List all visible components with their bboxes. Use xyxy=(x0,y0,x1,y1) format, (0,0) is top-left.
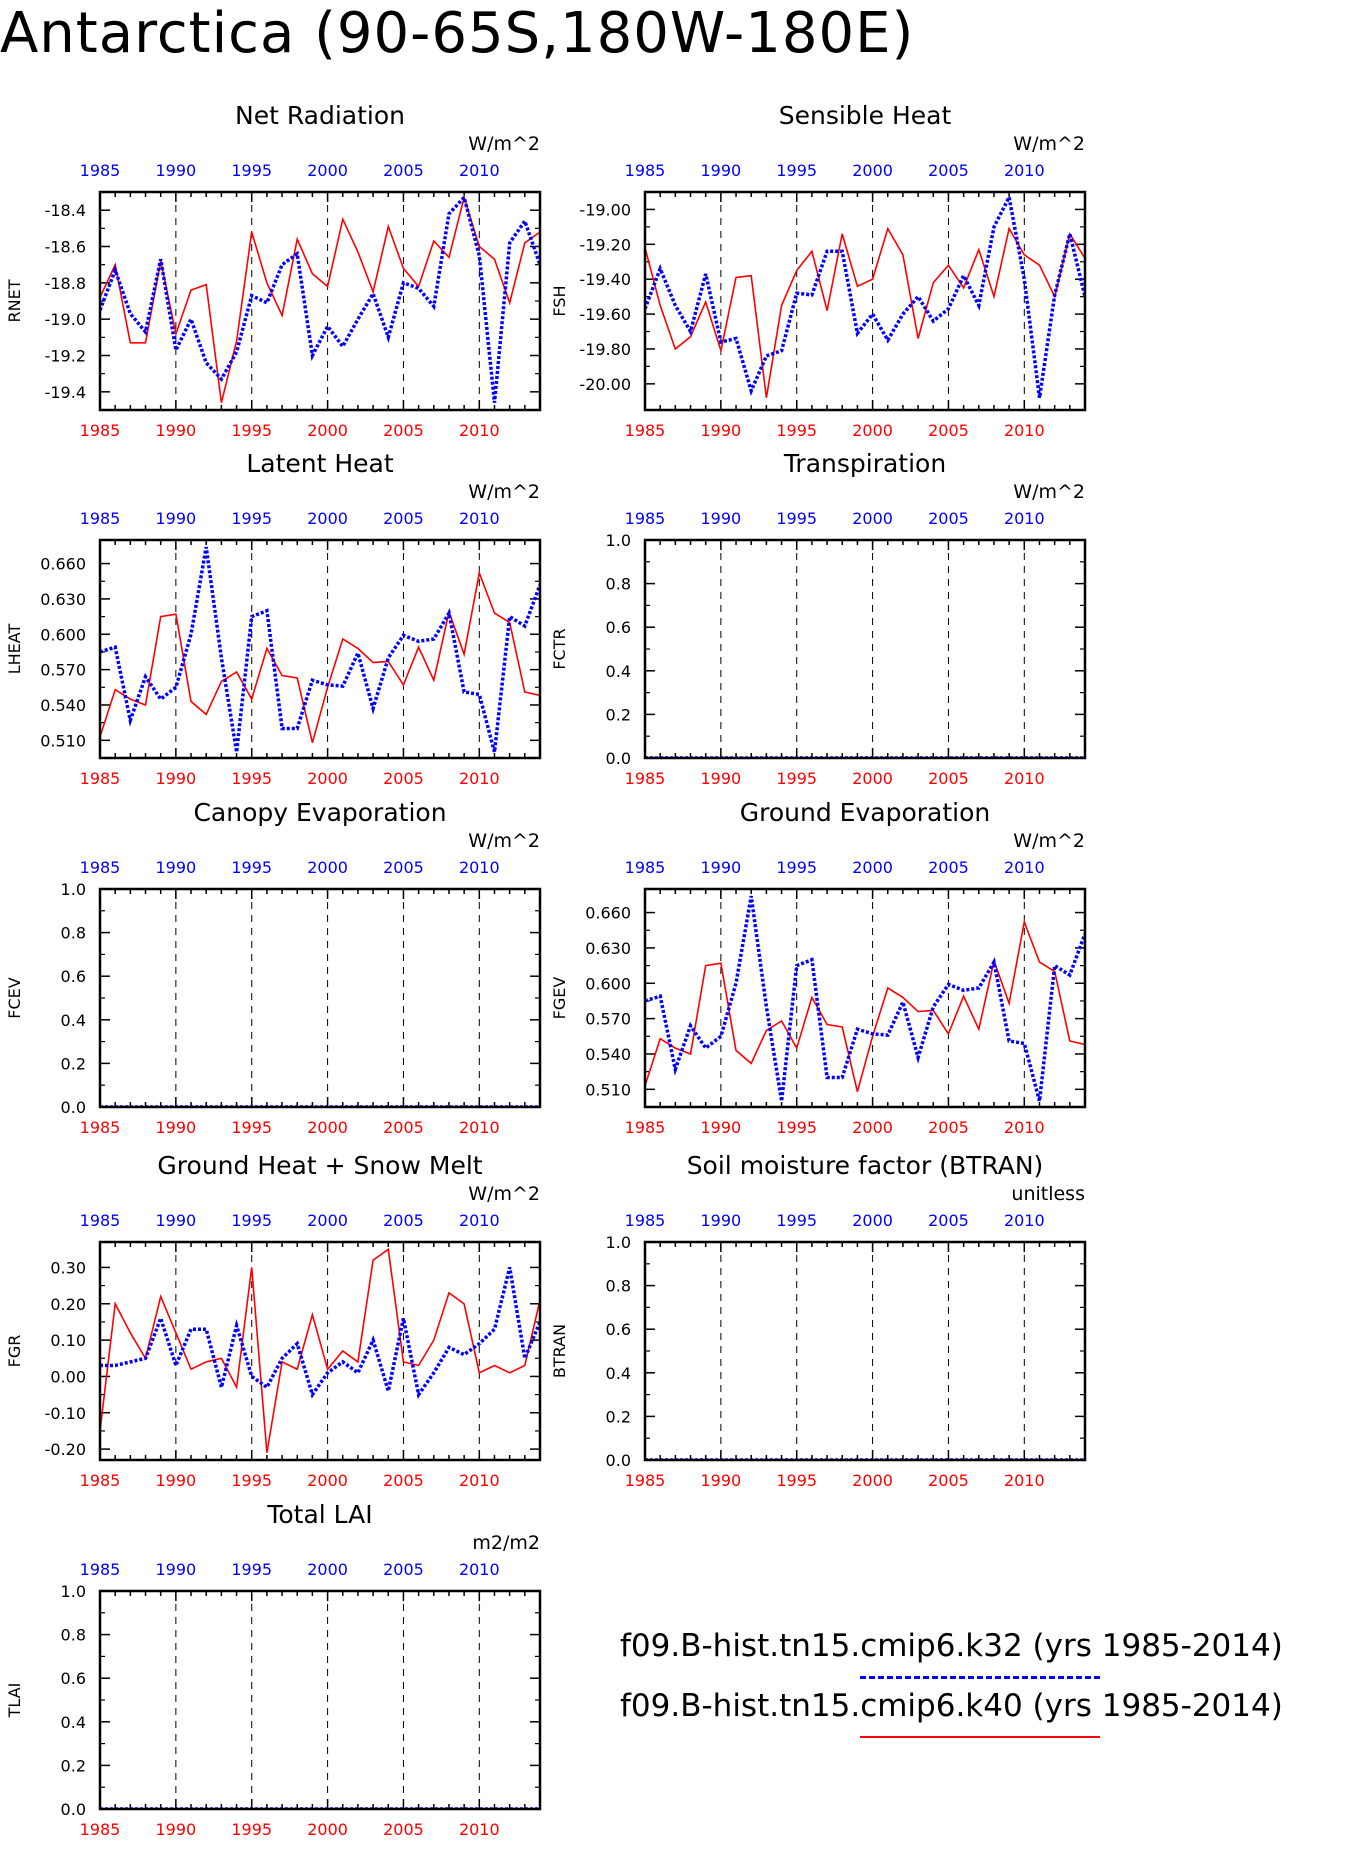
x-tick-label-top: 2005 xyxy=(928,161,969,180)
y-tick-label: 0.660 xyxy=(585,903,631,923)
y-tick-label: 0.2 xyxy=(60,1054,86,1074)
chart-panel-fsh xyxy=(550,101,1085,440)
x-tick-label-top: 2010 xyxy=(458,1560,500,1579)
x-tick-label-top: 1995 xyxy=(231,509,273,528)
x-tick-label-bottom: 1995 xyxy=(776,769,818,788)
x-tick-label-bottom: 2000 xyxy=(307,1471,348,1490)
x-tick-label-top: 2000 xyxy=(852,858,893,877)
y-tick-label: 0.8 xyxy=(60,923,86,943)
x-tick-label-bottom: 1985 xyxy=(79,769,121,788)
y-tick-label: 0.6 xyxy=(60,967,86,987)
x-tick-label-top: 1990 xyxy=(155,1211,197,1230)
y-axis-label: BTRAN xyxy=(550,1323,569,1379)
x-tick-label-bottom: 1990 xyxy=(155,1118,197,1137)
x-tick-label-bottom: 1990 xyxy=(155,1820,197,1839)
x-tick-label-bottom: 2000 xyxy=(307,769,348,788)
x-tick-label-bottom: 1995 xyxy=(776,1471,818,1490)
x-tick-label-top: 2005 xyxy=(383,858,424,877)
panel-units: W/m^2 xyxy=(468,830,540,852)
x-tick-label-bottom: 1985 xyxy=(79,1820,121,1839)
y-tick-label: 0.4 xyxy=(605,661,631,681)
x-tick-label-bottom: 2010 xyxy=(1003,1471,1045,1490)
y-tick-label: -19.80 xyxy=(579,339,631,359)
y-tick-label: 1.0 xyxy=(60,1582,86,1601)
x-tick-label-bottom: 1995 xyxy=(231,1820,273,1839)
panel-title: Total LAI xyxy=(267,1500,373,1529)
y-tick-label: -19.20 xyxy=(579,235,631,255)
x-tick-label-bottom: 1990 xyxy=(155,769,197,788)
y-tick-label: 0.510 xyxy=(585,1080,631,1100)
y-tick-label: 0.0 xyxy=(605,749,631,768)
x-tick-label-top: 2005 xyxy=(383,509,424,528)
legend xyxy=(620,1620,1365,1760)
panel-units: unitless xyxy=(1011,1183,1085,1205)
x-tick-label-top: 1990 xyxy=(155,509,197,528)
x-tick-label-top: 1995 xyxy=(231,161,273,180)
y-tick-label: -20.00 xyxy=(579,374,631,394)
x-tick-label-bottom: 2000 xyxy=(307,421,348,440)
x-tick-label-top: 2005 xyxy=(928,509,969,528)
x-tick-label-bottom: 2010 xyxy=(458,421,500,440)
series-line-k32 xyxy=(100,547,540,752)
chart-panel-tlai xyxy=(5,1500,540,1839)
panel-title: Ground Evaporation xyxy=(739,798,991,827)
x-tick-label-top: 1995 xyxy=(231,1211,273,1230)
x-tick-label-bottom: 1985 xyxy=(79,421,121,440)
series-line-k40 xyxy=(645,922,1085,1092)
series-line-k40 xyxy=(100,197,540,402)
chart-panel-lheat xyxy=(5,449,540,788)
chart-panel-fcev xyxy=(5,798,540,1137)
plot-frame xyxy=(645,192,1085,410)
x-tick-label-bottom: 2000 xyxy=(307,1820,348,1839)
chart-panel-fctr xyxy=(550,449,1085,788)
y-tick-label: 0.2 xyxy=(60,1756,86,1776)
x-tick-label-top: 1995 xyxy=(776,509,818,528)
y-tick-label: 0.0 xyxy=(60,1800,86,1819)
x-tick-label-top: 2005 xyxy=(383,1211,424,1230)
chart-panel-rnet xyxy=(5,101,540,440)
x-tick-label-top: 1985 xyxy=(79,1211,121,1230)
panel-title: Canopy Evaporation xyxy=(193,798,447,827)
y-tick-label: 0.2 xyxy=(605,705,631,725)
y-tick-label: -19.40 xyxy=(579,270,631,290)
legend-label-k40: f09.B-hist.tn15.cmip6.k40 (yrs 1985-2014) xyxy=(620,1688,1283,1724)
x-tick-label-bottom: 2010 xyxy=(458,1471,500,1490)
y-tick-label: -19.4 xyxy=(44,382,86,402)
chart-panel-fgev xyxy=(550,798,1085,1137)
x-tick-label-top: 2000 xyxy=(307,1211,348,1230)
chart-panel-fgr xyxy=(5,1151,540,1490)
x-tick-label-top: 1995 xyxy=(231,858,273,877)
x-tick-label-top: 1995 xyxy=(776,858,818,877)
x-tick-label-bottom: 2000 xyxy=(852,1471,893,1490)
panel-units: W/m^2 xyxy=(468,481,540,503)
x-tick-label-top: 2005 xyxy=(383,161,424,180)
x-tick-label-top: 1990 xyxy=(700,161,742,180)
panel-units: W/m^2 xyxy=(1013,481,1085,503)
y-axis-label: FSH xyxy=(550,285,569,317)
plot-frame xyxy=(100,540,540,758)
y-tick-label: 0.4 xyxy=(60,1010,86,1030)
panel-title: Soil moisture factor (BTRAN) xyxy=(686,1151,1044,1180)
x-tick-label-top: 2000 xyxy=(852,509,893,528)
y-tick-label: 1.0 xyxy=(60,880,86,899)
y-tick-label: 0.660 xyxy=(40,554,86,574)
y-tick-label: 0.2 xyxy=(605,1407,631,1427)
x-tick-label-bottom: 1995 xyxy=(776,1118,818,1137)
x-tick-label-top: 1985 xyxy=(624,509,666,528)
legend-label-k32: f09.B-hist.tn15.cmip6.k32 (yrs 1985-2014) xyxy=(620,1628,1283,1664)
x-tick-label-bottom: 2005 xyxy=(928,1118,969,1137)
chart-panel-btran xyxy=(550,1151,1085,1490)
x-tick-label-top: 1985 xyxy=(624,161,666,180)
x-tick-label-bottom: 2000 xyxy=(852,421,893,440)
y-tick-label: 1.0 xyxy=(605,531,631,550)
x-tick-label-top: 1985 xyxy=(624,1211,666,1230)
x-tick-label-top: 1985 xyxy=(79,858,121,877)
y-tick-label: 0.570 xyxy=(585,1009,631,1029)
panel-units: W/m^2 xyxy=(468,133,540,155)
x-tick-label-top: 2010 xyxy=(458,161,500,180)
x-tick-label-bottom: 2005 xyxy=(928,769,969,788)
x-tick-label-bottom: 1995 xyxy=(231,1118,273,1137)
series-line-k40 xyxy=(100,573,540,743)
y-axis-label: LHEAT xyxy=(5,623,24,675)
x-tick-label-bottom: 1985 xyxy=(79,1471,121,1490)
x-tick-label-bottom: 2010 xyxy=(1003,1118,1045,1137)
x-tick-label-bottom: 1985 xyxy=(624,421,666,440)
panel-units: m2/m2 xyxy=(472,1532,540,1554)
y-axis-label: RNET xyxy=(5,279,24,323)
y-tick-label: 1.0 xyxy=(605,1233,631,1252)
panel-title: Latent Heat xyxy=(246,449,394,478)
x-tick-label-bottom: 1990 xyxy=(700,769,742,788)
x-tick-label-top: 1995 xyxy=(231,1560,273,1579)
x-tick-label-bottom: 2005 xyxy=(383,421,424,440)
y-tick-label: 0.6 xyxy=(605,618,631,638)
x-tick-label-bottom: 2000 xyxy=(852,1118,893,1137)
x-tick-label-bottom: 1985 xyxy=(624,1471,666,1490)
y-tick-label: 0.630 xyxy=(40,589,86,609)
y-tick-label: 0.4 xyxy=(60,1712,86,1732)
y-tick-label: -18.6 xyxy=(44,237,86,257)
x-tick-label-top: 1990 xyxy=(700,1211,742,1230)
x-tick-label-top: 2005 xyxy=(383,1560,424,1579)
y-axis-label: FGR xyxy=(5,1334,24,1368)
x-tick-label-top: 2000 xyxy=(307,1560,348,1579)
y-tick-label: 0.30 xyxy=(50,1258,86,1278)
y-tick-label: 0.0 xyxy=(605,1451,631,1470)
x-tick-label-bottom: 1990 xyxy=(700,1118,742,1137)
y-tick-label: 0.8 xyxy=(605,574,631,594)
plot-frame xyxy=(100,1591,540,1809)
y-tick-label: 0.540 xyxy=(585,1044,631,1064)
x-tick-label-top: 2000 xyxy=(307,858,348,877)
y-tick-label: 0.4 xyxy=(605,1363,631,1383)
x-tick-label-top: 2000 xyxy=(307,509,348,528)
x-tick-label-bottom: 2010 xyxy=(458,1118,500,1137)
x-tick-label-bottom: 1985 xyxy=(624,1118,666,1137)
x-tick-label-top: 2000 xyxy=(852,161,893,180)
x-tick-label-bottom: 2010 xyxy=(1003,769,1045,788)
x-tick-label-top: 2010 xyxy=(1003,1211,1045,1230)
y-tick-label: 0.8 xyxy=(60,1625,86,1645)
series-line-k32 xyxy=(645,896,1085,1101)
y-tick-label: 0.570 xyxy=(40,660,86,680)
y-axis-label: FCEV xyxy=(5,977,24,1019)
y-tick-label: 0.510 xyxy=(40,731,86,751)
x-tick-label-bottom: 1990 xyxy=(155,421,197,440)
x-tick-label-bottom: 1990 xyxy=(700,1471,742,1490)
y-tick-label: -19.2 xyxy=(44,346,86,366)
panel-title: Net Radiation xyxy=(235,101,405,130)
x-tick-label-bottom: 2005 xyxy=(928,1471,969,1490)
panel-units: W/m^2 xyxy=(1013,830,1085,852)
x-tick-label-bottom: 1995 xyxy=(231,1471,273,1490)
x-tick-label-bottom: 2005 xyxy=(928,421,969,440)
x-tick-label-bottom: 1995 xyxy=(776,421,818,440)
panel-units: W/m^2 xyxy=(1013,133,1085,155)
x-tick-label-bottom: 2010 xyxy=(458,1820,500,1839)
series-line-k32 xyxy=(645,197,1085,398)
y-tick-label: 0.630 xyxy=(585,938,631,958)
y-tick-label: 0.00 xyxy=(50,1367,86,1387)
y-tick-label: 0.6 xyxy=(605,1320,631,1340)
y-tick-label: 0.20 xyxy=(50,1294,86,1314)
y-tick-label: 0.600 xyxy=(40,625,86,645)
y-tick-label: 0.6 xyxy=(60,1669,86,1689)
x-tick-label-top: 1995 xyxy=(776,1211,818,1230)
panel-units: W/m^2 xyxy=(468,1183,540,1205)
y-axis-label: FGEV xyxy=(550,976,569,1020)
plot-frame xyxy=(645,540,1085,758)
x-tick-label-bottom: 2005 xyxy=(383,1118,424,1137)
x-tick-label-top: 2010 xyxy=(1003,509,1045,528)
x-tick-label-bottom: 1990 xyxy=(155,1471,197,1490)
x-tick-label-top: 1995 xyxy=(776,161,818,180)
x-tick-label-top: 2010 xyxy=(1003,161,1045,180)
x-tick-label-bottom: 2005 xyxy=(383,1471,424,1490)
x-tick-label-bottom: 2010 xyxy=(458,769,500,788)
y-tick-label: 0.540 xyxy=(40,695,86,715)
y-tick-label: -18.8 xyxy=(44,273,86,293)
y-tick-label: 0.0 xyxy=(60,1098,86,1117)
x-tick-label-top: 2005 xyxy=(928,858,969,877)
x-tick-label-top: 1985 xyxy=(624,858,666,877)
x-tick-label-top: 1990 xyxy=(155,1560,197,1579)
y-tick-label: 0.600 xyxy=(585,974,631,994)
plot-frame xyxy=(100,889,540,1107)
x-tick-label-bottom: 2000 xyxy=(852,769,893,788)
plot-frame xyxy=(100,192,540,410)
x-tick-label-top: 2010 xyxy=(458,858,500,877)
x-tick-label-bottom: 2005 xyxy=(383,1820,424,1839)
x-tick-label-bottom: 1995 xyxy=(231,421,273,440)
x-tick-label-bottom: 2010 xyxy=(1003,421,1045,440)
figure-title: Antarctica (90-65S,180W-180E) xyxy=(0,1,915,66)
series-line-k40 xyxy=(100,1249,540,1452)
y-tick-label: 0.10 xyxy=(50,1331,86,1351)
x-tick-label-top: 2010 xyxy=(458,1211,500,1230)
y-tick-label: -19.00 xyxy=(579,200,631,220)
plot-frame xyxy=(645,889,1085,1107)
panel-title: Transpiration xyxy=(783,449,947,478)
y-tick-label: -18.4 xyxy=(44,201,86,221)
y-axis-label: FCTR xyxy=(550,628,569,670)
x-tick-label-bottom: 2005 xyxy=(383,769,424,788)
y-tick-label: -0.10 xyxy=(44,1403,86,1423)
y-tick-label: 0.8 xyxy=(605,1276,631,1296)
x-tick-label-top: 1990 xyxy=(700,858,742,877)
x-tick-label-top: 1985 xyxy=(79,161,121,180)
y-tick-label: -0.20 xyxy=(44,1440,86,1460)
series-line-k32 xyxy=(100,1267,540,1394)
x-tick-label-bottom: 1985 xyxy=(624,769,666,788)
x-tick-label-top: 2000 xyxy=(852,1211,893,1230)
x-tick-label-top: 2005 xyxy=(928,1211,969,1230)
x-tick-label-top: 1985 xyxy=(79,1560,121,1579)
x-tick-label-bottom: 1985 xyxy=(79,1118,121,1137)
panel-title: Ground Heat + Snow Melt xyxy=(157,1151,483,1180)
x-tick-label-top: 2010 xyxy=(1003,858,1045,877)
x-tick-label-top: 1990 xyxy=(155,161,197,180)
x-tick-label-top: 2010 xyxy=(458,509,500,528)
x-tick-label-top: 1985 xyxy=(79,509,121,528)
x-tick-label-bottom: 2000 xyxy=(307,1118,348,1137)
x-tick-label-top: 1990 xyxy=(700,509,742,528)
y-tick-label: -19.60 xyxy=(579,305,631,325)
x-tick-label-top: 1990 xyxy=(155,858,197,877)
legend-line-k40 xyxy=(860,1736,1100,1738)
x-tick-label-bottom: 1995 xyxy=(231,769,273,788)
plot-frame xyxy=(645,1242,1085,1460)
y-tick-label: -19.0 xyxy=(44,310,86,330)
y-axis-label: TLAI xyxy=(5,1682,24,1718)
panel-title: Sensible Heat xyxy=(778,101,952,130)
legend-line-k32 xyxy=(860,1676,1100,1679)
x-tick-label-bottom: 1990 xyxy=(700,421,742,440)
x-tick-label-top: 2000 xyxy=(307,161,348,180)
